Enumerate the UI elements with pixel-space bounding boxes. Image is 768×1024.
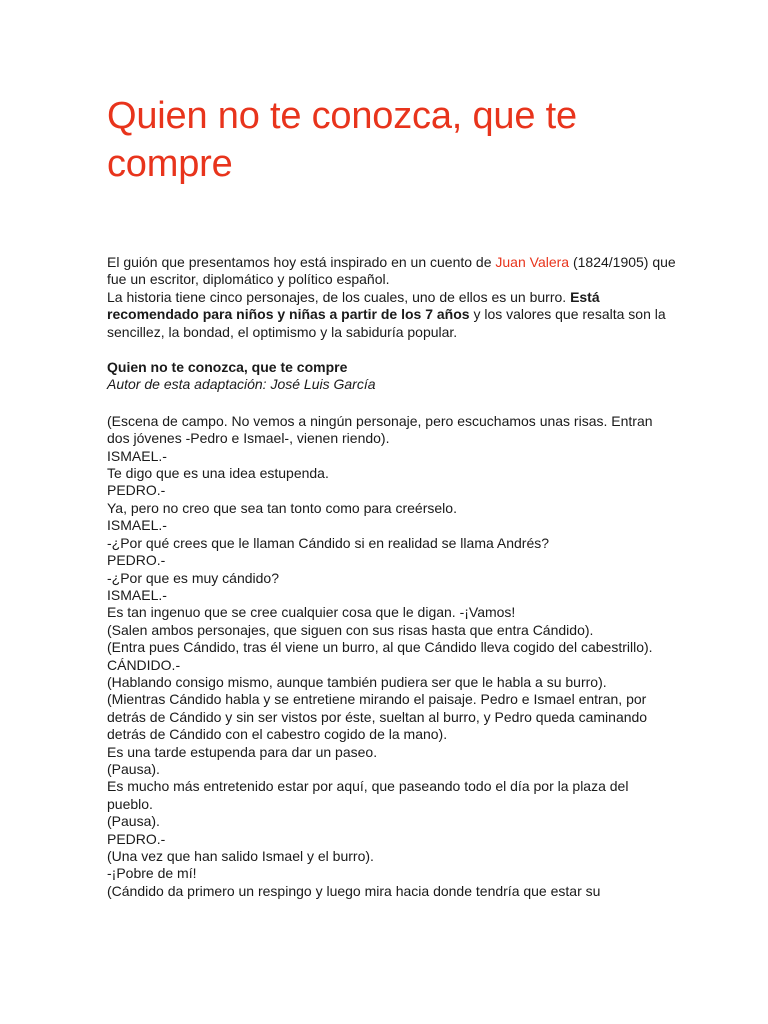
script-line: Te digo que es una idea estupenda. bbox=[107, 465, 329, 482]
script-line: (Salen ambos personajes, que siguen con sus risas hasta que entra Cándido). bbox=[107, 621, 594, 638]
article bbox=[107, 92, 677, 900]
script-line: PEDRO.- bbox=[107, 482, 166, 499]
script-line: (Mientras Cándido habla y se entretiene mirando el paisaje. Pedro e Ismael entran, por detrás de Cándido y sin ser vistos por éste, sueltan al burro, y Pedro queda caminando detrás de Cándido con el cabestro cogido de la mano). bbox=[107, 691, 648, 743]
script-body bbox=[107, 413, 677, 900]
script-line: Es una tarde estupenda para dar un paseo. bbox=[107, 743, 378, 760]
script-line: (Una vez que han salido Ismael y el burro). bbox=[107, 848, 374, 864]
script-title: Quien no te conozca, que te compre bbox=[107, 359, 348, 376]
script-line: -¿Por que es muy cándido? bbox=[107, 569, 279, 586]
script-line: PEDRO.- bbox=[107, 830, 166, 847]
intro-text: y los valores que resalta son la sencillez, la bondad, el optimismo y la sabiduría popular. bbox=[107, 306, 666, 340]
script-author: Autor de esta adaptación: José Luis García bbox=[107, 376, 376, 393]
script-line: (Escena de campo. No vemos a ningún personaje, pero escuchamos unas risas. Entran dos jóvenes -Pedro e Ismael-, vienen riendo). bbox=[107, 412, 653, 447]
script-line: Es tan ingenuo que se cree cualquier cosa que le digan. -¡Vamos! bbox=[107, 604, 516, 621]
intro-text: La historia tiene cinco personajes, de los cuales, uno de ellos es un burro. bbox=[107, 288, 571, 305]
script-line: -¿Por qué crees que le llaman Cándido si en realidad se llama Andrés? bbox=[107, 534, 550, 551]
script-line: Ya, pero no creo que sea tan tonto como para creérselo. bbox=[107, 499, 457, 516]
script-line: ISMAEL.- bbox=[107, 586, 167, 603]
script-line: (Cándido da primero un respingo y luego mira hacia donde tendría que estar su bbox=[107, 882, 601, 899]
script-line: CÁNDIDO.- bbox=[107, 656, 181, 673]
script-line: ISMAEL.- bbox=[107, 447, 167, 464]
intro-paragraph-1 bbox=[107, 254, 677, 289]
intro-text: (1824/1905) que fue un escritor, diplomático y político español. bbox=[107, 254, 676, 288]
script-line: -¡Pobre de mí! bbox=[107, 865, 197, 882]
script-header bbox=[107, 359, 677, 394]
page-title: Quien no te conozca, que te compre bbox=[107, 95, 577, 185]
script-line: (Hablando consigo mismo, aunque también pudiera ser que le habla a su burro). bbox=[107, 673, 607, 690]
script-line: Es mucho más entretenido estar por aquí, que paseando todo el día por la plaza del pueblo. bbox=[107, 778, 629, 812]
script-line: PEDRO.- bbox=[107, 552, 166, 569]
intro-text: El guión que presentamos hoy está inspirado en un cuento de bbox=[107, 254, 496, 270]
author-link[interactable]: Juan Valera bbox=[495, 254, 570, 270]
intro-paragraph-2 bbox=[107, 289, 677, 341]
script-line: ISMAEL.- bbox=[107, 517, 167, 534]
intro-section bbox=[107, 254, 677, 341]
script-line: (Pausa). bbox=[107, 813, 160, 830]
script-line: (Pausa). bbox=[107, 760, 160, 777]
age-recommendation: Está recomendado para niños y niñas a partir de los 7 años bbox=[107, 288, 600, 323]
script-line: (Entra pues Cándido, tras él viene un burro, al que Cándido lleva cogido del cabestrillo). bbox=[107, 639, 653, 656]
